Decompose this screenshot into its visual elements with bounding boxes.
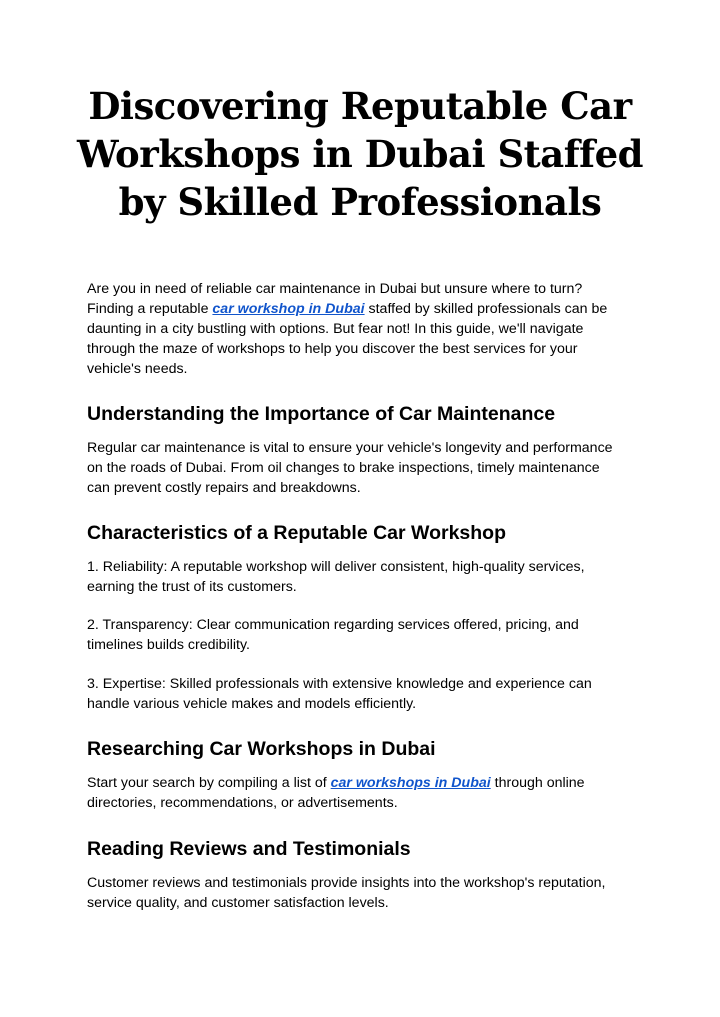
- section-heading: Characteristics of a Reputable Car Workshop: [87, 522, 507, 544]
- text-fragment: staffed by skilled professionals can be: [364, 301, 608, 317]
- text-fragment: Start your search by compiling a list of: [87, 775, 331, 791]
- text-line: Are you in need of reliable car maintenance in Dubai but unsure where to turn?: [87, 281, 583, 297]
- page-title: [60, 82, 660, 226]
- text-line: daunting in a city bustling with options. But fear not! In this guide, we'll navigate: [87, 321, 584, 337]
- text-line: Regular car maintenance is vital to ensure your vehicle's longevity and performance: [87, 440, 613, 456]
- text-line: 3. Expertise: Skilled professionals with extensive knowledge and experience can: [87, 676, 592, 692]
- text-line: earning the trust of its customers.: [87, 579, 297, 595]
- text-fragment: through online: [490, 775, 585, 791]
- intro-paragraph: [87, 279, 647, 379]
- text-fragment: Finding a reputable: [87, 301, 213, 317]
- list-item: [87, 674, 647, 714]
- title-line: by Skilled Professionals: [118, 180, 602, 224]
- text-line: 2. Transparency: Clear communication regarding services offered, pricing, and: [87, 617, 579, 633]
- section-heading: Reading Reviews and Testimonials: [87, 838, 411, 860]
- section-paragraph: [87, 438, 647, 498]
- title-line: Discovering Reputable Car: [88, 84, 632, 128]
- text-line: vehicle's needs.: [87, 361, 188, 377]
- text-line: can prevent costly repairs and breakdowns.: [87, 480, 361, 496]
- text-line: through the maze of workshops to help you discover the best services for your: [87, 341, 578, 357]
- section-heading: Researching Car Workshops in Dubai: [87, 738, 436, 760]
- text-line: 1. Reliability: A reputable workshop will deliver consistent, high-quality services,: [87, 559, 585, 575]
- section-paragraph: [87, 773, 647, 813]
- text-line: handle various vehicle makes and models efficiently.: [87, 696, 417, 712]
- text-line: directories, recommendations, or advertisements.: [87, 795, 398, 811]
- car-workshops-link[interactable]: car workshops in Dubai: [330, 775, 491, 791]
- text-line: on the roads of Dubai. From oil changes to brake inspections, timely maintenance: [87, 460, 600, 476]
- car-workshop-link[interactable]: car workshop in Dubai: [212, 301, 365, 317]
- list-item: [87, 557, 647, 597]
- text-line: timelines builds credibility.: [87, 637, 250, 653]
- text-line: Customer reviews and testimonials provide insights into the workshop's reputation,: [87, 875, 606, 891]
- section-heading: Understanding the Importance of Car Maintenance: [87, 403, 556, 425]
- title-line: Workshops in Dubai Staffed: [77, 132, 643, 176]
- text-line: [87, 299, 647, 319]
- section-paragraph: [87, 873, 647, 913]
- text-line: [87, 773, 647, 793]
- list-item: [87, 615, 647, 655]
- text-line: service quality, and customer satisfaction levels.: [87, 895, 389, 911]
